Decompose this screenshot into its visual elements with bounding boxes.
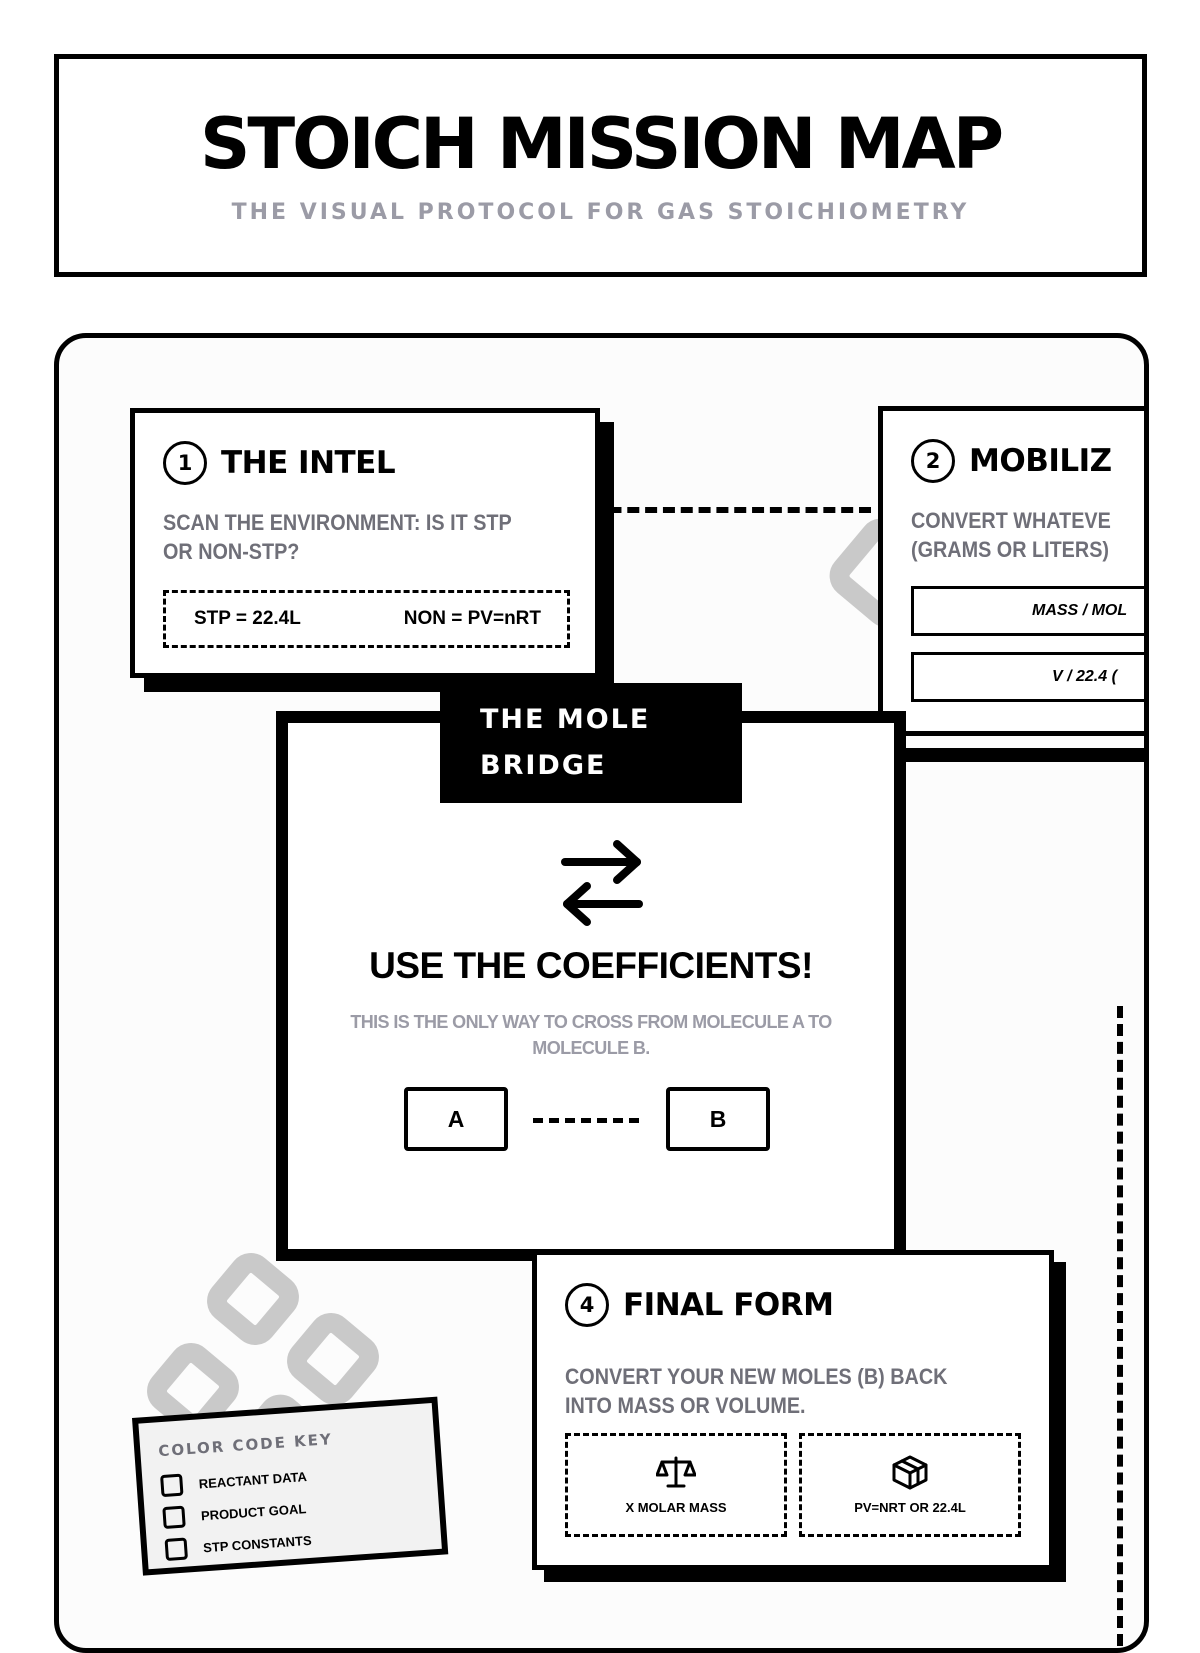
gas-volume-box: [799, 1433, 1021, 1537]
molecule-a-box: A: [404, 1087, 508, 1151]
step-description-line: CONVERT WHATEVE: [911, 508, 1111, 533]
step-header: [565, 1283, 833, 1327]
connector-dashed-line-vertical: [1117, 1006, 1123, 1646]
bridge-subtext-line: MOLECULE B.: [532, 1038, 650, 1058]
step-card-final-form: [532, 1250, 1054, 1570]
molar-mass-box: [565, 1433, 787, 1537]
step-card-intel: [130, 408, 600, 678]
molecule-dashed-link: [533, 1118, 639, 1123]
step-description: [163, 508, 512, 566]
connector-dashed-line: [556, 507, 871, 513]
key-item-label: STP CONSTANTS: [202, 1532, 313, 1555]
bridge-subtext: [348, 1009, 834, 1061]
non-stp-formula: NON = PV=nRT: [403, 608, 541, 629]
key-checkbox[interactable]: [162, 1506, 185, 1529]
step-description-line: CONVERT YOUR NEW MOLES (B) BACK: [565, 1364, 948, 1389]
bridge-heading: USE THE COEFFICIENTS!: [369, 945, 813, 986]
color-code-key: [132, 1397, 448, 1576]
key-title: COLOR CODE KEY: [157, 1430, 334, 1461]
step-number-badge: 4: [565, 1283, 609, 1327]
step-number-badge: 1: [163, 441, 207, 485]
step3-card-edge: [902, 748, 1149, 762]
decorative-ring-shape: [278, 1304, 388, 1414]
cube-icon: [890, 1454, 930, 1490]
page-subtitle: THE VISUAL PROTOCOL FOR GAS STOICHIOMETRY: [231, 200, 970, 225]
step-description-line: SCAN THE ENVIRONMENT: IS IT STP: [163, 510, 512, 535]
step-description-line: INTO MASS OR VOLUME.: [565, 1393, 806, 1418]
header-banner: [54, 54, 1147, 277]
mission-map-frame: [54, 333, 1149, 1653]
step-description-line: (GRAMS OR LITERS): [911, 537, 1109, 562]
step-card-mobilize: [878, 406, 1149, 736]
step-header: [163, 441, 395, 485]
key-item-label: REACTANT DATA: [198, 1468, 308, 1491]
scale-icon: [656, 1454, 696, 1490]
bridge-tag-line: BRIDGE: [480, 750, 607, 781]
step-title: FINAL FORM: [623, 1287, 834, 1323]
page-title: STOICH MISSION MAP: [199, 103, 1002, 185]
final-box-label: X MOLAR MASS: [625, 1500, 727, 1515]
bridge-subtext-line: THIS IS THE ONLY WAY TO CROSS FROM MOLECULE A TO: [350, 1012, 832, 1032]
volume-conversion-box: V / 22.4 (: [911, 652, 1149, 702]
molecule-b-box: B: [666, 1087, 770, 1151]
mass-conversion-box: MASS / MOL: [911, 586, 1149, 636]
stp-formula: STP = 22.4L: [194, 608, 301, 629]
final-box-label: PV=NRT OR 22.4L: [854, 1500, 966, 1515]
step-description-line: OR NON-STP?: [163, 539, 300, 564]
step-description: [565, 1362, 947, 1420]
step-number-badge: 2: [911, 439, 955, 483]
key-checkbox[interactable]: [165, 1537, 188, 1560]
step-header: [911, 439, 1112, 483]
bridge-tag-line: THE MOLE: [480, 704, 651, 735]
step-description: [911, 506, 1111, 564]
mole-bridge-tag: [440, 683, 742, 803]
step-title: MOBILIZ: [969, 443, 1112, 479]
step-title: THE INTEL: [221, 445, 396, 481]
formula-box: [163, 590, 570, 648]
swap-arrows-icon: [559, 838, 645, 928]
key-item-label: PRODUCT GOAL: [200, 1500, 307, 1523]
key-checkbox[interactable]: [160, 1474, 183, 1497]
